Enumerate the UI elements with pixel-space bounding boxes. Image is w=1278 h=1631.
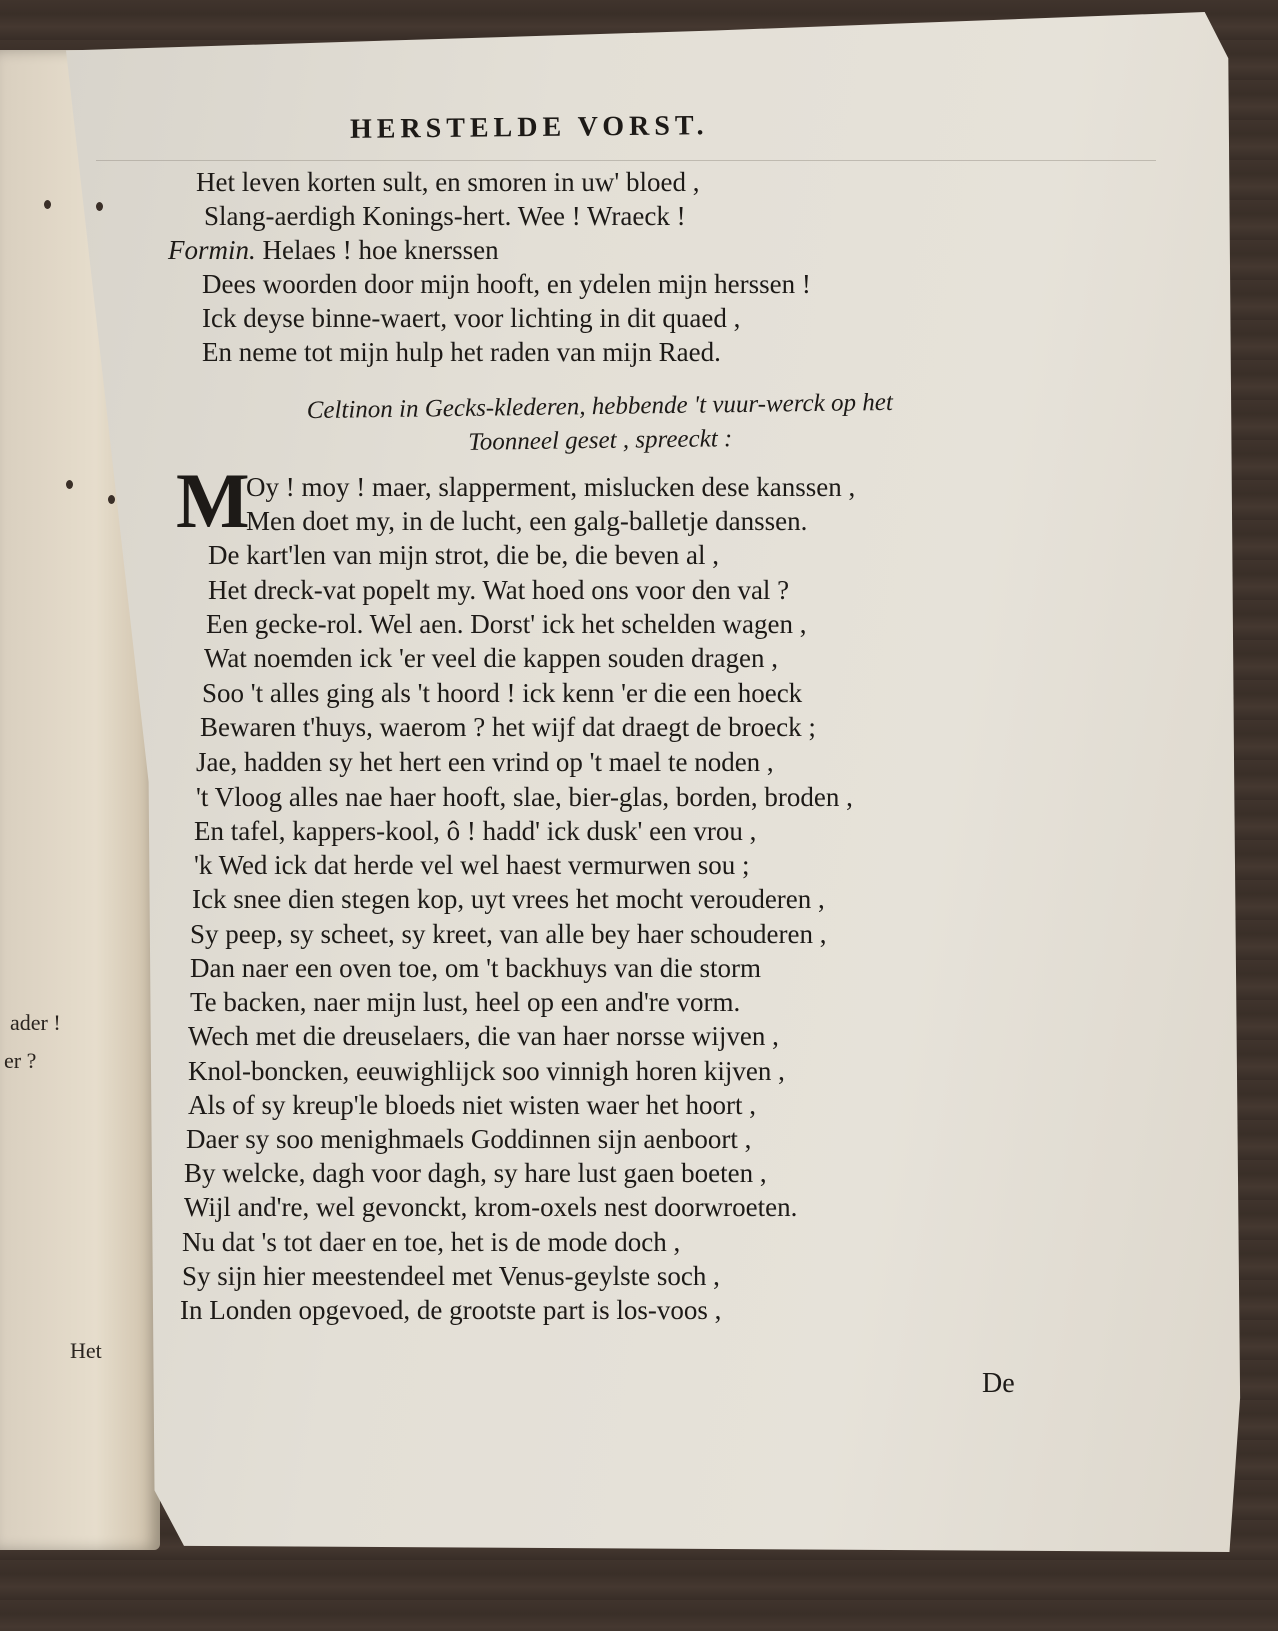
verse-text: Daer sy soo menighmaels Goddinnen sijn aenboort , bbox=[186, 1124, 752, 1154]
verse-text: Soo 't alles ging als 't hoord ! ick kenn 'er die een hoeck bbox=[202, 678, 803, 708]
verse-line bbox=[188, 1054, 785, 1088]
left-page-catchword: Het bbox=[70, 1338, 102, 1363]
verse-line bbox=[196, 165, 700, 199]
verse-line bbox=[202, 676, 802, 710]
verse-text: Dees woorden door mijn hooft, en ydelen mijn herssen ! bbox=[202, 269, 811, 299]
verse-text: Knol-boncken, eeuwighlijck soo vinnigh horen kijven , bbox=[188, 1056, 785, 1086]
speaker-name: Formin. bbox=[168, 235, 256, 265]
verse-text: 't Vloog alles nae haer hooft, slae, bier-glas, borden, broden , bbox=[196, 782, 853, 812]
verse-line bbox=[190, 951, 761, 985]
verse-line bbox=[188, 1088, 756, 1122]
verse-line bbox=[192, 882, 825, 916]
verse-line bbox=[196, 745, 774, 779]
verse-text: Als of sy kreup'le bloeds niet wisten waer het hoort , bbox=[188, 1090, 756, 1120]
verse-line bbox=[190, 917, 827, 951]
verse-line bbox=[196, 780, 853, 814]
verse-line bbox=[184, 1156, 767, 1190]
verse-line bbox=[182, 1225, 680, 1259]
verse-text: Wijl and're, wel gevonckt, krom-oxels nest doorwroeten. bbox=[184, 1192, 798, 1222]
verse-text: Ick deyse binne-waert, voor lichting in dit quaed , bbox=[202, 303, 741, 333]
verse-text: Men doet my, in de lucht, een galg-balletje danssen. bbox=[246, 506, 808, 536]
verse-text: En neme tot mijn hulp het raden van mijn Raed. bbox=[202, 337, 721, 367]
verse-line bbox=[182, 1259, 720, 1293]
head-rule bbox=[96, 160, 1156, 161]
drop-capital: M bbox=[176, 457, 250, 544]
verse-line bbox=[204, 641, 778, 675]
verse-text: By welcke, dagh voor dagh, sy hare lust gaen boeten , bbox=[184, 1158, 767, 1188]
verse-text: Wech met die dreuselaers, die van haer norsse wijven , bbox=[188, 1021, 779, 1051]
verse-line bbox=[202, 335, 721, 369]
running-head: HERSTELDE VORST. bbox=[349, 110, 709, 145]
verse-line bbox=[200, 710, 816, 744]
verse-line bbox=[168, 233, 499, 267]
verse-line bbox=[246, 470, 855, 504]
verse-text: Oy ! moy ! maer, slapperment, mislucken dese kanssen , bbox=[246, 472, 856, 502]
verse-line bbox=[206, 607, 806, 641]
verse-text: Sy peep, sy scheet, sy kreet, van alle bey haer schouderen , bbox=[190, 919, 827, 949]
verse-text: In Londen opgevoed, de grootste part is los-voos , bbox=[180, 1295, 722, 1325]
catchword: De bbox=[982, 1368, 1015, 1399]
verse-text: Een gecke-rol. Wel aen. Dorst' ick het schelden wagen , bbox=[206, 609, 807, 639]
verse-text: Dan naer een oven toe, om 't backhuys van die storm bbox=[190, 953, 761, 983]
verse-line bbox=[184, 1190, 797, 1224]
verse-text: Nu dat 's tot daer en toe, het is de mode doch , bbox=[182, 1227, 681, 1257]
verse-text: Jae, hadden sy het hert een vrind op 't mael te noden , bbox=[196, 747, 774, 777]
verse-text: Helaes ! hoe knerssen bbox=[262, 235, 499, 265]
verse-line bbox=[204, 199, 686, 233]
verse-line bbox=[188, 1019, 779, 1053]
verse-text: Wat noemden ick 'er veel die kappen souden dragen , bbox=[204, 643, 778, 673]
verse-text: Het dreck-vat popelt my. Wat hoed ons voor den val ? bbox=[208, 575, 790, 605]
verse-text: Het leven korten sult, en smoren in uw' bloed , bbox=[196, 167, 700, 197]
verse-line bbox=[194, 848, 750, 882]
verse-line bbox=[202, 267, 811, 301]
verse-line bbox=[194, 814, 756, 848]
verse-text: En tafel, kappers-kool, ô ! hadd' ick dusk' een vrou , bbox=[194, 816, 757, 846]
verse-line bbox=[246, 504, 807, 538]
verse-text: Sy sijn hier meestendeel met Venus-geylste soch , bbox=[182, 1261, 720, 1291]
verse-line bbox=[202, 301, 740, 335]
left-page-fragment: er ? bbox=[4, 1048, 37, 1073]
verse-text: De kart'len van mijn strot, die be, die beven al , bbox=[208, 540, 719, 570]
verse-text: Te backen, naer mijn lust, heel op een and're vorm. bbox=[190, 987, 741, 1017]
stage-direction bbox=[240, 385, 961, 463]
verse-line bbox=[180, 1293, 721, 1327]
verse-line bbox=[208, 538, 719, 572]
verse-text: Ick snee dien stegen kop, uyt vrees het mocht verouderen , bbox=[192, 884, 825, 914]
verse-line bbox=[208, 573, 789, 607]
verse-line bbox=[186, 1122, 751, 1156]
verse-text: Slang-aerdigh Konings-hert. Wee ! Wraeck ! bbox=[204, 201, 686, 231]
verse-text: Bewaren t'huys, waerom ? het wijf dat draegt de broeck ; bbox=[200, 712, 816, 742]
stage-direction-line: Celtinon in Gecks-klederen, hebbende 't vuur-werck op het bbox=[306, 388, 893, 425]
verse-line bbox=[190, 985, 740, 1019]
stage-direction-line: Toonneel geset , spreeckt : bbox=[468, 425, 733, 456]
left-page-fragment: ader ! bbox=[10, 1010, 61, 1035]
verse-text: 'k Wed ick dat herde vel wel haest vermurwen sou ; bbox=[194, 850, 750, 880]
